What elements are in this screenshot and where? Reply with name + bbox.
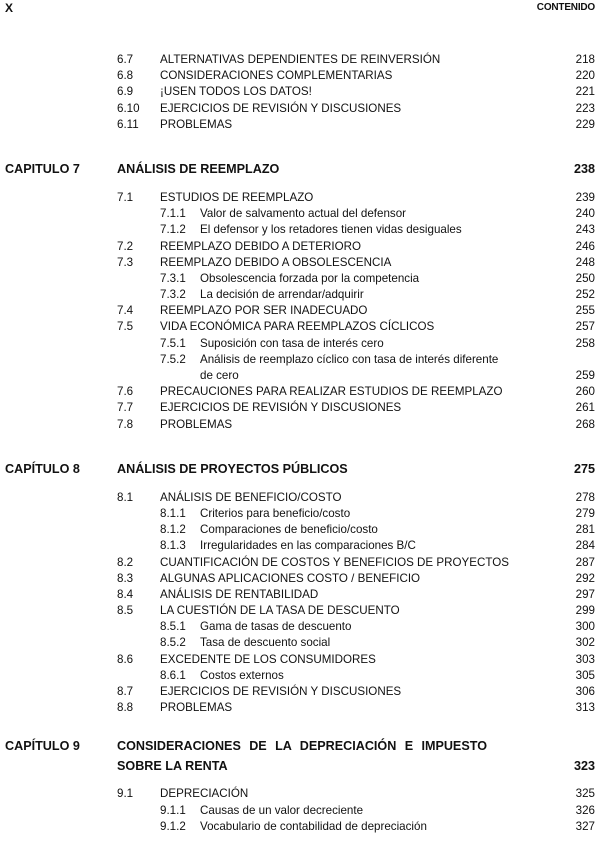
section-number: 7.8	[117, 417, 134, 431]
table-of-contents	[0, 52, 600, 835]
section-title: PROBLEMAS	[160, 701, 233, 715]
page-number: 300	[575, 620, 595, 634]
running-header: CONTENIDO	[536, 2, 595, 13]
section-title: EXCEDENTE DE LOS CONSUMIDORES	[160, 652, 376, 666]
toc-subsection-entry	[0, 352, 600, 368]
toc-subsection-entry	[0, 222, 600, 238]
toc-section-entry	[0, 384, 600, 400]
toc-section-entry	[0, 652, 600, 668]
page-number: 268	[575, 417, 595, 431]
toc-section-entry	[0, 52, 600, 68]
section-number: 8.1	[117, 490, 134, 504]
chapter-page-number: 323	[573, 759, 595, 774]
section-number: 8.4	[117, 587, 134, 601]
chapter-title-line: ANÁLISIS DE PROYECTOS PÚBLICOS	[117, 461, 348, 476]
page-number: 229	[575, 117, 595, 131]
toc-subsection-entry	[0, 619, 600, 635]
section-number: 7.3	[117, 255, 134, 269]
toc-section-entry	[0, 255, 600, 271]
section-number: 7.4	[117, 304, 134, 318]
section-title: ¡USEN TODOS LOS DATOS!	[160, 85, 312, 99]
chapter-title	[117, 459, 487, 479]
toc-section-entry	[0, 400, 600, 416]
section-title: EJERCICIOS DE REVISIÓN Y DISCUSIONES	[160, 401, 402, 415]
page-number: 302	[575, 636, 595, 650]
page-number: 221	[575, 85, 595, 99]
toc-subsection-entry	[0, 336, 600, 352]
section-number: 8.3	[117, 571, 134, 585]
toc-subsection-entry	[0, 506, 600, 522]
page-number: 252	[575, 288, 595, 302]
toc-section-entry	[0, 603, 600, 619]
section-title: Valor de salvamento actual del defensor	[200, 207, 407, 221]
section-title: ESTUDIOS DE REEMPLAZO	[160, 190, 314, 204]
chapter-title	[117, 159, 487, 179]
page-number: 278	[575, 490, 595, 504]
section-number: 6.10	[117, 101, 140, 115]
page-number: 259	[575, 369, 595, 382]
toc-section-entry	[0, 190, 600, 206]
toc-section-entry	[0, 84, 600, 100]
section-title: Análisis de reemplazo cíclico con tasa de interés diferente	[200, 352, 499, 366]
section-number: 8.6	[117, 652, 134, 666]
chapter-page-number: 275	[573, 461, 595, 476]
section-title: El defensor y los retadores tienen vidas desiguales	[200, 223, 462, 237]
section-number: 7.7	[117, 401, 134, 415]
section-title: Gama de tasas de descuento	[200, 620, 352, 634]
section-title: REEMPLAZO POR SER INADECUADO	[160, 304, 368, 318]
section-number: 7.5.2	[160, 352, 186, 366]
section-number: 6.8	[117, 69, 134, 83]
section-title: Costos externos	[200, 668, 284, 682]
section-title: VIDA ECONÓMICA PARA REEMPLAZOS CÍCLICOS	[160, 320, 435, 334]
section-number: 8.7	[117, 685, 134, 698]
toc-subsection-entry	[0, 819, 600, 835]
section-title: REEMPLAZO DEBIDO A OBSOLESCENCIA	[160, 255, 392, 269]
toc-chapter-heading	[0, 459, 600, 479]
chapter-page-number: 238	[573, 161, 595, 176]
section-number: 8.5	[117, 604, 134, 618]
section-number: 8.2	[117, 555, 134, 569]
toc-chapter-heading	[0, 736, 600, 776]
page-number: 306	[575, 685, 595, 698]
toc-section-entry	[0, 239, 600, 255]
toc-section-entry	[0, 587, 600, 603]
section-title: EJERCICIOS DE REVISIÓN Y DISCUSIONES	[160, 685, 402, 698]
section-number: 8.1.3	[160, 539, 186, 553]
section-number: 6.7	[117, 53, 134, 66]
section-title: ALGUNAS APLICACIONES COSTO / BENEFICIO	[160, 571, 421, 585]
page-number: 303	[575, 652, 595, 666]
section-number: 7.1	[117, 190, 134, 204]
toc-section-entry	[0, 68, 600, 84]
section-number: 7.1.2	[160, 223, 186, 237]
toc-section-entry	[0, 101, 600, 117]
page-number: 279	[575, 506, 595, 520]
page-number: 255	[575, 304, 595, 318]
section-number: 7.6	[117, 385, 134, 399]
section-number: 8.8	[117, 701, 134, 715]
section-number: 8.6.1	[160, 668, 186, 682]
section-title: PROBLEMAS	[160, 117, 233, 131]
section-title: Obsolescencia forzada por la competencia	[200, 271, 420, 285]
section-title: Vocabulario de contabilidad de depreciación	[200, 819, 427, 833]
section-number: 9.1.1	[160, 803, 186, 817]
page-number: 327	[575, 819, 595, 833]
page-number: 292	[575, 571, 595, 585]
section-title: LA CUESTIÓN DE LA TASA DE DESCUENTO	[160, 604, 400, 618]
toc-section-entry	[0, 555, 600, 571]
section-title: La decisión de arrendar/adquirir	[200, 288, 364, 302]
section-title: PRECAUCIONES PARA REALIZAR ESTUDIOS DE REEMPLAZO	[160, 385, 503, 399]
toc-subsection-entry	[0, 668, 600, 684]
chapter-title-line: SOBRE LA RENTA	[117, 759, 228, 774]
chapter-label: CAPÍTULO 8	[5, 461, 80, 476]
toc-subsection-entry	[0, 803, 600, 819]
section-title: CUANTIFICACIÓN DE COSTOS Y BENEFICIOS DE PROYECTOS	[160, 555, 509, 569]
page-number: 246	[575, 239, 595, 253]
page-number: 220	[575, 69, 595, 83]
page-number: 305	[575, 668, 595, 682]
page-number: 261	[575, 401, 595, 415]
page-number: 281	[575, 523, 595, 537]
section-number: 8.1.2	[160, 523, 186, 537]
chapter-label: CAPITULO 7	[5, 161, 80, 176]
toc-subsection-entry	[0, 538, 600, 554]
section-number: 6.9	[117, 85, 134, 99]
page-number: 240	[575, 207, 595, 221]
section-number: 7.3.1	[160, 271, 186, 285]
page-number: 258	[575, 336, 595, 350]
page-number: 284	[575, 539, 595, 553]
toc-subsection-entry	[0, 522, 600, 538]
chapter-label: CAPÍTULO 9	[5, 739, 80, 754]
page-number: 287	[575, 555, 595, 569]
toc-subsection-entry	[0, 206, 600, 222]
section-title: ANÁLISIS DE BENEFICIO/COSTO	[160, 490, 342, 504]
section-number: 7.3.2	[160, 288, 186, 302]
page-number: 239	[575, 190, 595, 204]
section-title: ANÁLISIS DE RENTABILIDAD	[160, 587, 319, 601]
section-number: 7.5	[117, 320, 134, 334]
section-title: CONSIDERACIONES COMPLEMENTARIAS	[160, 69, 393, 83]
chapter-title	[117, 736, 487, 776]
toc-subsection-entry	[0, 635, 600, 651]
section-title: Tasa de descuento social	[200, 636, 331, 650]
section-title: Suposición con tasa de interés cero	[200, 336, 384, 350]
section-number: 7.2	[117, 239, 134, 253]
page-number: X	[5, 1, 14, 15]
page-number: 223	[575, 101, 595, 115]
page-number: 243	[575, 223, 595, 237]
toc-section-entry	[0, 319, 600, 335]
page-number: 297	[575, 587, 595, 601]
toc-subsection-entry	[0, 271, 600, 287]
section-number: 7.1.1	[160, 207, 186, 221]
chapter-title-line: ANÁLISIS DE REEMPLAZO	[117, 161, 280, 176]
section-number: 6.11	[117, 117, 139, 131]
section-number: 7.5.1	[160, 336, 186, 350]
section-number: 9.1	[117, 787, 134, 801]
section-number: 8.1.1	[160, 506, 186, 520]
toc-section-entry	[0, 417, 600, 433]
toc-section-entry	[0, 303, 600, 319]
section-title: de cero	[200, 369, 239, 382]
section-title: Causas de un valor decreciente	[200, 803, 364, 817]
section-number: 8.5.2	[160, 636, 186, 650]
section-number: 9.1.2	[160, 819, 186, 833]
section-title: EJERCICIOS DE REVISIÓN Y DISCUSIONES	[160, 101, 402, 115]
page-number: 218	[575, 53, 595, 66]
toc-section-entry	[0, 117, 600, 133]
toc-section-entry	[0, 786, 600, 802]
page-number: 313	[575, 701, 595, 715]
page-number: 250	[575, 271, 595, 285]
toc-section-entry	[0, 684, 600, 700]
page-number: 325	[575, 787, 595, 801]
page-number: 260	[575, 385, 595, 399]
section-title: Irregularidades en las comparaciones B/C	[200, 539, 416, 553]
page-number: 257	[575, 320, 595, 334]
toc-chapter-heading	[0, 159, 600, 179]
page-number: 326	[575, 803, 595, 817]
toc-section-entry	[0, 368, 600, 384]
page-number: 248	[575, 255, 595, 269]
section-title: DEPRECIACIÓN	[160, 787, 249, 801]
toc-section-entry	[0, 490, 600, 506]
chapter-title-line: CONSIDERACIONES DE LA DEPRECIACIÓN E IMPUESTO	[117, 739, 487, 754]
toc-subsection-entry	[0, 287, 600, 303]
section-title: Comparaciones de beneficio/costo	[200, 523, 378, 537]
toc-section-entry	[0, 571, 600, 587]
section-number: 8.5.1	[160, 620, 186, 634]
page-number: 299	[575, 604, 595, 618]
section-title: PROBLEMAS	[160, 417, 233, 431]
section-title: REEMPLAZO DEBIDO A DETERIORO	[160, 239, 361, 253]
section-title: ALTERNATIVAS DEPENDIENTES DE REINVERSIÓN	[160, 53, 441, 66]
section-title: Criterios para beneficio/costo	[200, 506, 351, 520]
toc-section-entry	[0, 700, 600, 716]
